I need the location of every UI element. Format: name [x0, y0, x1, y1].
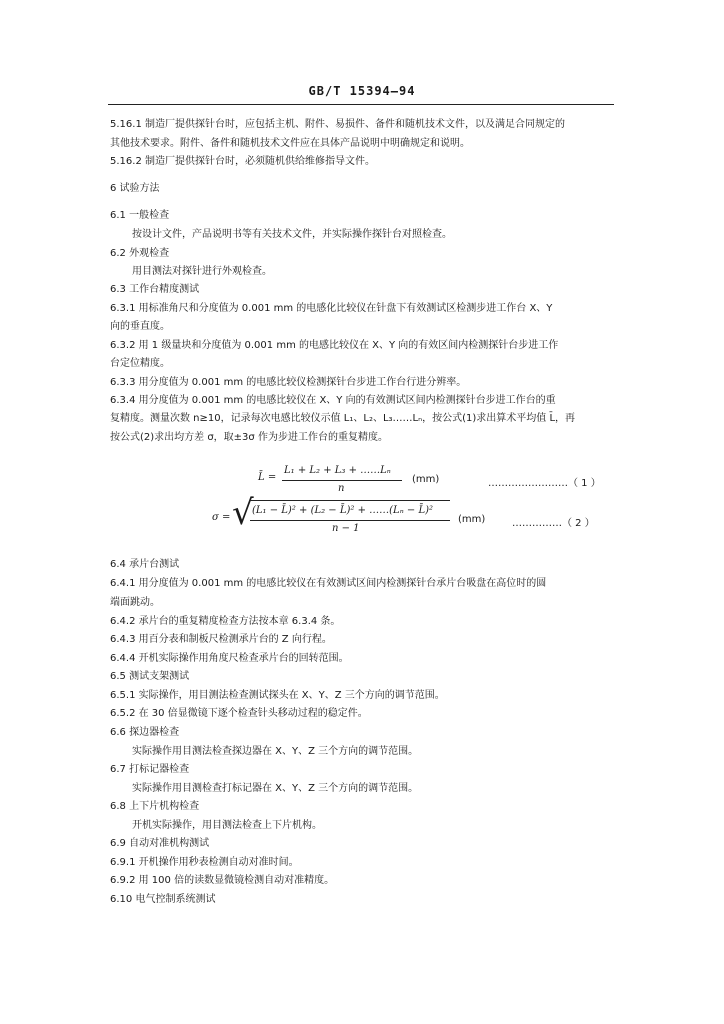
clause-6-9-2: 6.9.2 用 100 倍的读数显微镜检测自动对准精度。	[110, 875, 335, 886]
clause-6-8-text: 开机实际操作，用目测法检查上下片机构。	[132, 820, 322, 831]
formula1-numerator: L₁ + L₂ + L₃ + ……Lₙ	[284, 465, 391, 476]
clause-6-4: 6.4 承片台测试	[110, 559, 180, 570]
sqrt-overbar	[250, 500, 450, 501]
clause-6-4-1: 6.4.1 用分度值为 0.001 mm 的电感比较仪在有效测试区间内检测探针台承片台吸盘在高位时的圆	[110, 578, 547, 589]
clause-6-1-text: 按设计文件，产品说明书等有关技术文件，并实际操作探针台对照检查。	[132, 229, 452, 240]
clause-5-16-2: 5.16.2 制造厂提供探针台时，必须随机供给维修指导文件。	[110, 156, 375, 167]
header-rule	[108, 104, 614, 105]
clause-6-3-4-cont1: 复精度。测量次数 n≥10，记录每次电感比较仪示值 L₁、L₂、L₃……Lₙ，按公式(1)求出算术平均值 L̄，再	[110, 413, 576, 424]
clause-6-3-3: 6.3.3 用分度值为 0.001 mm 的电感比较仪检测探针台步进工作台行进分辨率。	[110, 377, 467, 388]
clause-6-4-2: 6.4.2 承片台的重复精度检查方法按本章 6.3.4 条。	[110, 616, 341, 627]
clause-6-9-1: 6.9.1 开机操作用秒表检测自动对准时间。	[110, 857, 299, 868]
formula1-unit: (mm)	[412, 474, 440, 485]
formula2-denominator: n − 1	[332, 523, 360, 534]
clause-6-7-text: 实际操作用目测检查打标记器在 X、Y、Z 三个方向的调节范围。	[132, 783, 419, 794]
clause-6-4-1-cont: 端面跳动。	[110, 597, 160, 608]
clause-6-7: 6.7 打标记器检查	[110, 764, 190, 775]
clause-6-3: 6.3 工作台精度测试	[110, 284, 200, 295]
formula1-lhs: L̄ =	[258, 472, 277, 483]
clause-6-4-3: 6.4.3 用百分表和制板尺检测承片台的 Z 向行程。	[110, 634, 332, 645]
formula2-number: ……………（ 2 ）	[512, 518, 595, 529]
clause-6-3-2: 6.3.2 用 1 级量块和分度值为 0.001 mm 的电感比较仪在 X、Y 向的有效区间内检测探针台步进工作	[110, 340, 559, 351]
formula1-denominator: n	[338, 483, 345, 494]
standard-header: GB/T 15394—94	[308, 84, 416, 98]
clause-6-9: 6.9 自动对准机构测试	[110, 838, 210, 849]
clause-6-4-4: 6.4.4 开机实际操作用角度尺检查承片台的回转范围。	[110, 653, 349, 664]
clause-5-16-1-cont: 其他技术要求。附件、备件和随机技术文件应在具体产品说明中明确规定和说明。	[110, 138, 470, 149]
formula2-fraction-bar	[250, 520, 450, 521]
formula1-fraction-bar	[282, 480, 402, 481]
clause-6-5-1: 6.5.1 实际操作，用目测法检查测试探头在 X、Y、Z 三个方向的调节范围。	[110, 690, 445, 701]
clause-6-3-1-cont: 向的垂直度。	[110, 321, 170, 332]
formula2-numerator: (L₁ − L̄)² + (L₂ − L̄)² + ……(Lₙ − L̄)²	[252, 505, 434, 516]
clause-6-6: 6.6 探边器检查	[110, 727, 180, 738]
section-6-heading: 6 试验方法	[110, 183, 160, 194]
formula2-unit: (mm)	[458, 514, 486, 525]
clause-6-10: 6.10 电气控制系统测试	[110, 894, 216, 905]
clause-6-5-2: 6.5.2 在 30 倍显微镜下逐个检查针头移动过程的稳定件。	[110, 708, 368, 719]
clause-6-6-text: 实际操作用目测法检查探边器在 X、Y、Z 三个方向的调节范围。	[132, 746, 419, 757]
clause-6-3-4-cont2: 按公式(2)求出均方差 σ，取±3σ 作为步进工作台的重复精度。	[110, 432, 388, 443]
clause-6-3-2-cont: 台定位精度。	[110, 358, 170, 369]
clause-6-1: 6.1 一般检查	[110, 210, 170, 221]
clause-5-16-1: 5.16.1 制造厂提供探针台时，应包括主机、附件、易损件、备件和随机技术文件，以及满足合同规定的	[110, 119, 565, 130]
clause-6-5: 6.5 测试支架测试	[110, 671, 190, 682]
clause-6-2: 6.2 外观检查	[110, 248, 170, 259]
sqrt-icon: √	[232, 493, 254, 533]
clause-6-3-1: 6.3.1 用标准角尺和分度值为 0.001 mm 的电感化比较仪在针盘下有效测试区检测步进工作台 X、Y	[110, 303, 553, 314]
clause-6-8: 6.8 上下片机构检查	[110, 801, 200, 812]
formula2-lhs: σ =	[212, 512, 231, 523]
clause-6-3-4: 6.3.4 用分度值为 0.001 mm 的电感比较仪在 X、Y 向的有效测试区间内检测探针台步进工作台的重	[110, 395, 556, 406]
formula1-number: ……………………（ 1 ）	[488, 478, 601, 489]
clause-6-2-text: 用目测法对探针进行外观检查。	[132, 266, 272, 277]
